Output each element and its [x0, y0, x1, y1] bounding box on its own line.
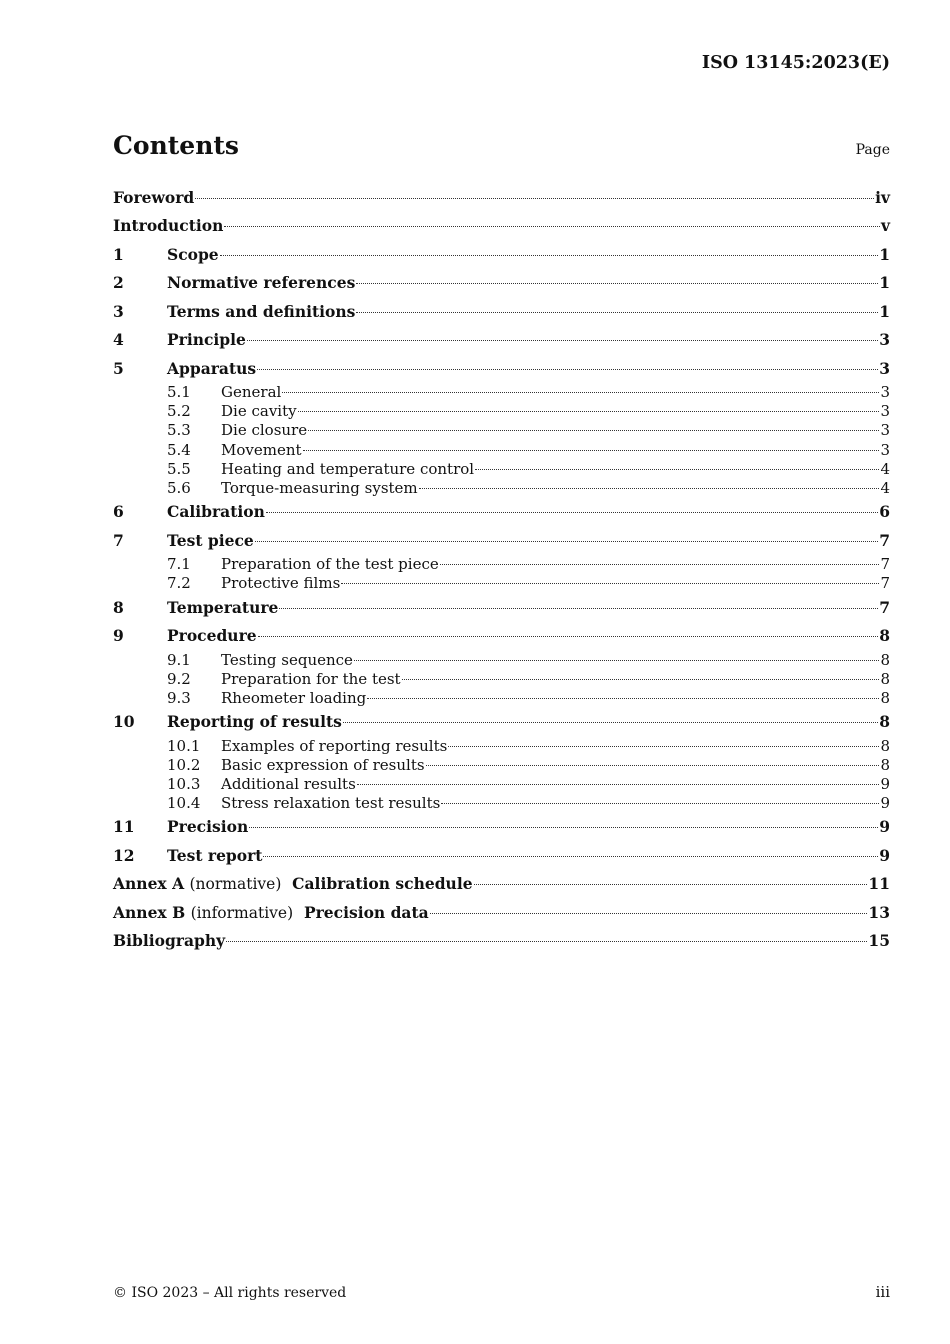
toc-entry-number: 7	[113, 530, 124, 550]
toc-entry[interactable]	[113, 775, 890, 794]
contents-heading: Contents	[113, 131, 240, 160]
dot-leader	[357, 784, 880, 785]
toc-entry-number: 3	[113, 301, 124, 321]
toc-entry-page: 8	[880, 650, 890, 669]
annex-type: (informative)	[190, 903, 294, 922]
toc-entry-title: Procedure	[167, 626, 257, 645]
toc-entry-title: Precision	[167, 817, 249, 837]
toc-entry[interactable]	[113, 441, 890, 460]
toc-entry-number: 5.3	[167, 421, 191, 440]
toc-entry-page: 3	[880, 440, 890, 459]
dot-leader	[402, 679, 880, 680]
toc-entry-page: iv	[875, 188, 890, 207]
dot-leader	[441, 803, 879, 804]
dot-leader	[419, 488, 880, 489]
toc-entry-number: 2	[113, 273, 124, 292]
dot-leader	[426, 765, 880, 766]
toc-entry[interactable]	[113, 670, 890, 689]
toc-entry[interactable]	[113, 756, 890, 775]
toc-entry-number: 7.2	[167, 574, 191, 593]
toc-entry[interactable]	[113, 708, 890, 737]
copyright-notice: © ISO 2023 – All rights reserved	[113, 1285, 347, 1301]
toc-entry-page: v	[880, 216, 890, 235]
toc-entry-page: 7	[880, 574, 890, 593]
dot-leader	[279, 608, 878, 609]
toc-entry-title: Test report	[167, 845, 263, 865]
toc-entry-page: 8	[879, 712, 890, 732]
toc-entry[interactable]	[113, 527, 890, 556]
toc-entry-title: Basic expression of results	[221, 755, 425, 774]
toc-entry-page: 13	[868, 902, 890, 922]
dot-leader	[266, 512, 878, 513]
toc-entry-number: 9.1	[167, 650, 191, 669]
toc-entry-title: Scope	[167, 244, 219, 264]
toc-entry-title: Preparation for the test	[221, 669, 401, 688]
dot-leader	[440, 564, 880, 565]
dot-leader	[247, 340, 878, 341]
toc-entry-page: 3	[880, 383, 890, 401]
toc-entry-number: 1	[113, 244, 124, 264]
toc-entry-title: Preparation of the test piece	[221, 555, 439, 574]
dot-leader	[303, 450, 880, 451]
toc-entry-number: 10.4	[167, 794, 201, 813]
toc-entry-title: Additional results	[221, 774, 356, 793]
toc-entry-title: Principle	[167, 330, 246, 349]
toc-entry[interactable]	[113, 383, 890, 402]
dot-leader	[356, 312, 878, 313]
toc-entry-page: 4	[880, 478, 890, 497]
toc-entry-title: Temperature	[167, 597, 279, 617]
toc-entry-title: Torque-measuring system	[221, 478, 418, 497]
document-id: ISO 13145:2023(E)	[701, 53, 890, 73]
dot-leader	[308, 430, 879, 431]
toc-entry-page: 7	[880, 555, 890, 574]
toc-entry[interactable]	[113, 212, 890, 241]
dot-leader	[282, 392, 879, 393]
toc-entry-number: 5.4	[167, 440, 191, 459]
toc-entry-page: 1	[879, 273, 890, 292]
toc-entry-number: 5.2	[167, 402, 191, 421]
toc-entry-number: 4	[113, 330, 124, 349]
toc-entry-page: 9	[880, 774, 890, 793]
toc-entry[interactable]	[113, 326, 890, 355]
toc-entry[interactable]	[113, 842, 890, 871]
toc-entry-title: Terms and definitions	[167, 301, 356, 321]
toc-entry-page: 3	[879, 330, 890, 349]
toc-entry-title	[113, 899, 429, 928]
toc-entry[interactable]	[113, 298, 890, 327]
toc-entry-page: 15	[868, 931, 890, 951]
toc-entry[interactable]	[113, 402, 890, 421]
toc-entry-title: Testing sequence	[221, 650, 353, 669]
toc-entry-page: 8	[880, 755, 890, 774]
toc-entry-number: 10.2	[167, 755, 201, 774]
toc-entry-page: 3	[879, 358, 890, 378]
toc-entry-number: 10	[113, 712, 135, 732]
dot-leader	[258, 636, 879, 637]
toc-entry-title: Normative references	[167, 273, 356, 292]
toc-entry-page: 7	[879, 530, 890, 550]
toc-entry-title: Apparatus	[167, 358, 257, 378]
toc-entry[interactable]	[113, 184, 890, 212]
toc-entry[interactable]	[113, 555, 890, 574]
toc-entry-title: Movement	[221, 440, 302, 459]
toc-entry-number: 12	[113, 845, 135, 865]
toc-entry-number: 6	[113, 502, 124, 522]
dot-leader	[195, 198, 874, 199]
toc-entry-page: 9	[879, 817, 890, 837]
dot-leader	[224, 226, 880, 227]
toc-entry[interactable]	[113, 241, 890, 270]
toc-entry-page: 1	[879, 301, 890, 321]
toc-entry-title: Heating and temperature control	[221, 459, 475, 478]
toc-entry-title: Calibration	[167, 502, 265, 522]
dot-leader	[257, 369, 878, 370]
toc-entry-title: Protective films	[221, 574, 341, 593]
dot-leader	[249, 827, 878, 828]
dot-leader	[356, 283, 878, 284]
toc-entry[interactable]	[113, 574, 890, 593]
toc-entry-title: Test piece	[167, 530, 254, 550]
toc-entry-page: 11	[868, 874, 890, 894]
toc-entry-page: 6	[879, 502, 890, 522]
toc-entry-title: Introduction	[113, 216, 224, 235]
toc-entry[interactable]	[113, 927, 890, 956]
dot-leader	[474, 884, 868, 885]
toc-entry-number: 7.1	[167, 555, 191, 574]
dot-leader	[226, 941, 867, 942]
toc-entry-page: 9	[880, 794, 890, 813]
annex-title: Precision data	[303, 902, 429, 922]
toc-entry[interactable]	[113, 689, 890, 708]
toc-entry[interactable]	[113, 479, 890, 498]
toc-entry-number: 5.6	[167, 478, 191, 497]
toc-entry-title: Bibliography	[113, 931, 226, 951]
toc-entry[interactable]	[113, 269, 890, 298]
toc-entry[interactable]	[113, 460, 890, 479]
toc-entry-title: Reporting of results	[167, 712, 342, 732]
toc-entry-page: 8	[880, 669, 890, 688]
toc-entry-title: General	[221, 383, 282, 401]
toc-entry-page: 8	[879, 626, 890, 645]
toc-entry-page: 8	[880, 736, 890, 755]
toc-entry-number: 9.2	[167, 669, 191, 688]
toc-entry[interactable]	[113, 594, 890, 623]
toc-entry[interactable]	[113, 870, 890, 899]
table-of-contents	[113, 184, 890, 956]
toc-entry[interactable]	[113, 651, 890, 670]
dot-leader	[298, 411, 880, 412]
toc-entry-number: 9.3	[167, 688, 191, 707]
dot-leader	[354, 660, 880, 661]
toc-entry-number: 5.1	[167, 383, 191, 401]
toc-entry-page: 3	[880, 402, 890, 421]
toc-entry-number: 11	[113, 817, 135, 837]
toc-entry[interactable]	[113, 813, 890, 842]
toc-entry[interactable]	[113, 498, 890, 527]
toc-entry-number: 5.5	[167, 459, 191, 478]
toc-entry[interactable]	[113, 737, 890, 756]
toc-entry-title: Rheometer loading	[221, 688, 367, 707]
toc-entry-title: Foreword	[113, 188, 195, 207]
toc-entry[interactable]	[113, 794, 890, 813]
toc-entry[interactable]	[113, 355, 890, 384]
dot-leader	[475, 469, 879, 470]
dot-leader	[343, 722, 878, 723]
toc-entry-page: 9	[879, 845, 890, 865]
annex-label: Annex B	[113, 902, 186, 922]
annex-type: (normative)	[189, 875, 282, 894]
toc-entry-title: Stress relaxation test results	[221, 794, 441, 813]
toc-entry-number: 9	[113, 626, 124, 645]
toc-entry-page: 1	[879, 244, 890, 264]
dot-leader	[220, 255, 879, 256]
dot-leader	[341, 583, 879, 584]
dot-leader	[367, 698, 879, 699]
toc-entry-page: 7	[879, 597, 890, 617]
toc-entry[interactable]	[113, 421, 890, 440]
toc-entry-number: 10.1	[167, 736, 201, 755]
toc-entry-page: 4	[880, 459, 890, 478]
annex-title: Calibration schedule	[292, 874, 473, 894]
toc-entry-title: Die cavity	[221, 402, 297, 421]
toc-entry[interactable]	[113, 622, 890, 651]
toc-entry-number: 8	[113, 597, 124, 617]
toc-entry-page: 8	[880, 688, 890, 707]
annex-label: Annex A	[113, 874, 185, 894]
page-column-label: Page	[855, 142, 890, 158]
toc-entry-title: Examples of reporting results	[221, 736, 448, 755]
toc-entry-number: 10.3	[167, 774, 201, 793]
dot-leader	[430, 913, 868, 914]
page-number: iii	[875, 1283, 890, 1301]
toc-entry-page: 3	[880, 421, 890, 440]
dot-leader	[255, 541, 878, 542]
toc-entry-title	[113, 870, 473, 899]
toc-entry-title: Die closure	[221, 421, 308, 440]
toc-entry[interactable]	[113, 899, 890, 928]
toc-entry-number: 5	[113, 358, 124, 378]
dot-leader	[448, 746, 879, 747]
dot-leader	[263, 856, 878, 857]
